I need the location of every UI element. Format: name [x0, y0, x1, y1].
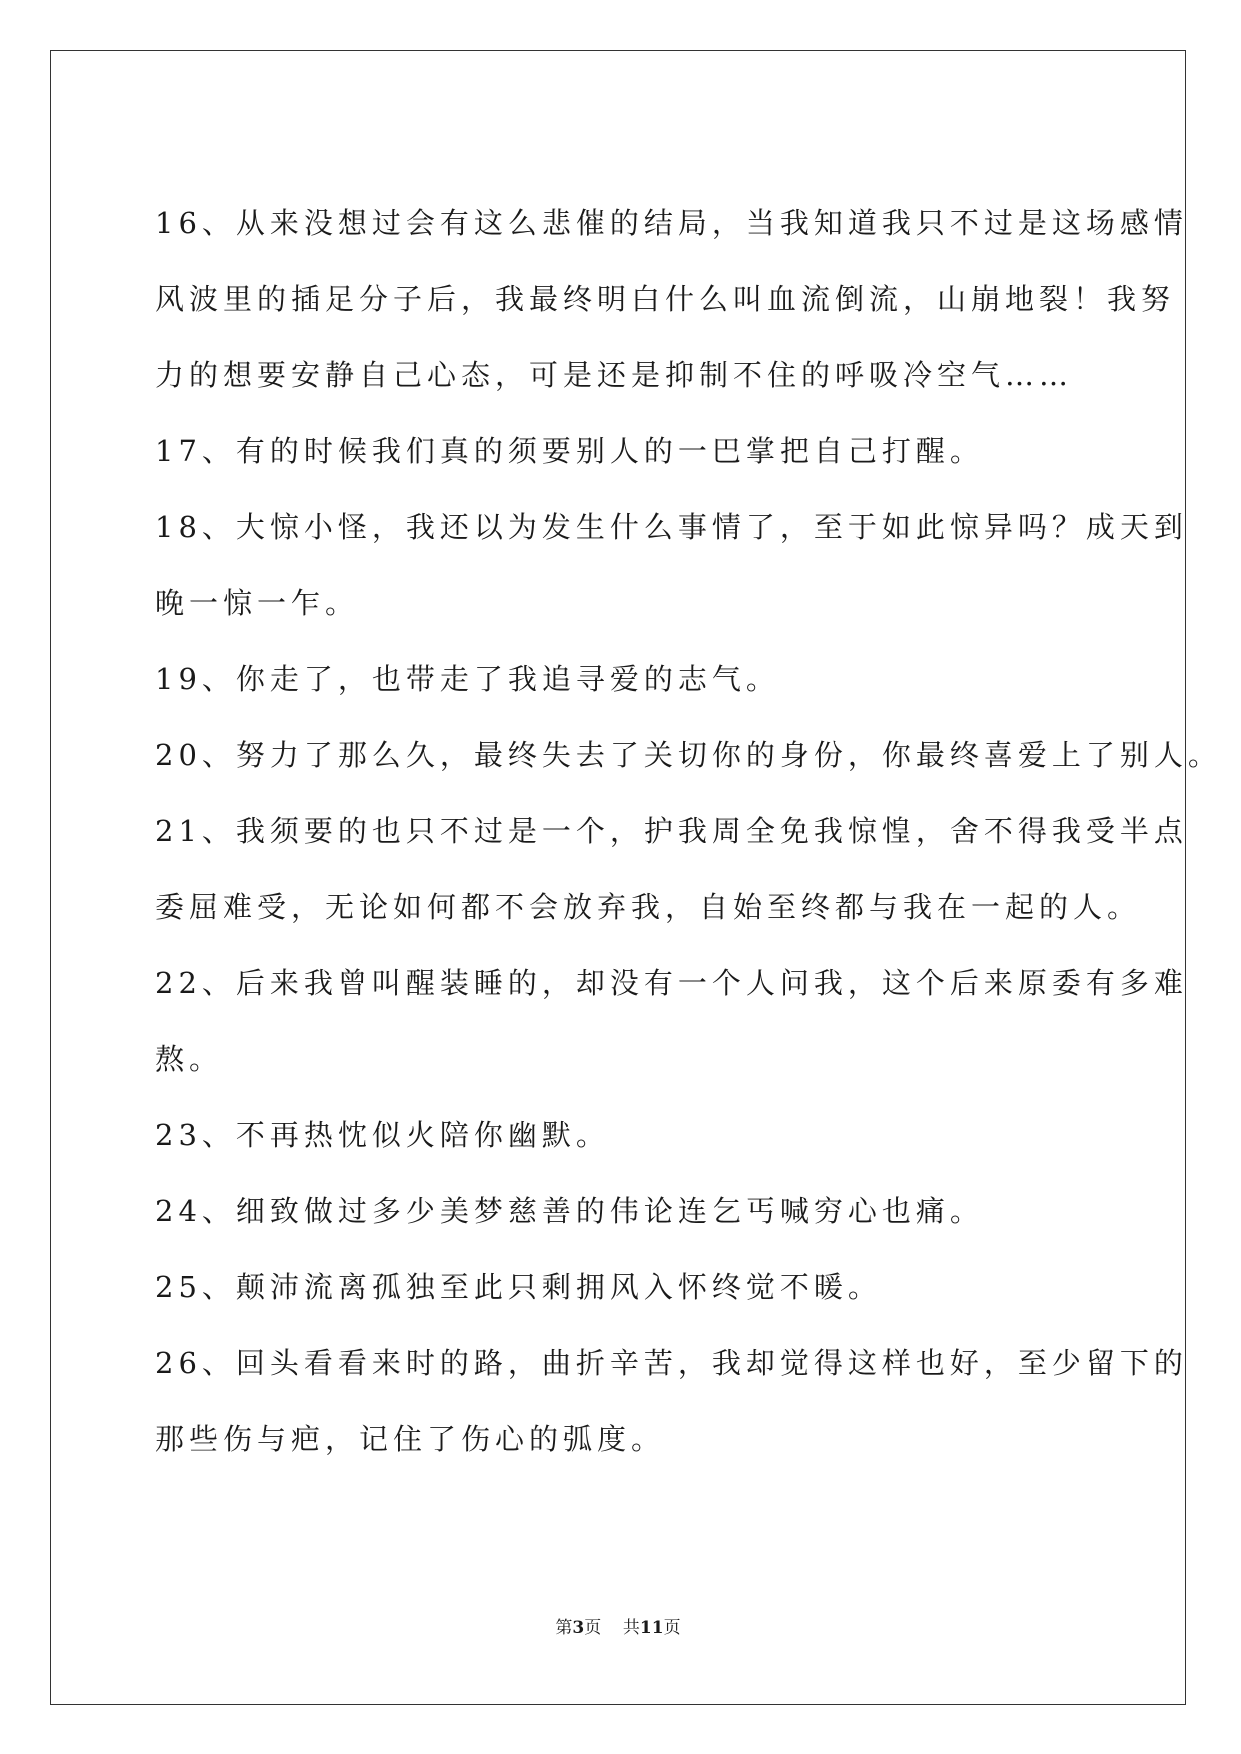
- text-line: 18、大惊小怪，我还以为发生什么事情了，至于如此惊异吗？成天到: [155, 510, 1188, 544]
- text-line: 21、我须要的也只不过是一个，护我周全免我惊惶，舍不得我受半点: [155, 814, 1188, 848]
- text-line: 22、后来我曾叫醒装睡的，却没有一个人问我，这个后来原委有多难: [155, 966, 1188, 1000]
- text-line: 19、你走了，也带走了我追寻爱的志气。: [155, 662, 780, 696]
- total-label-suffix: 页: [663, 1618, 681, 1638]
- page-label-suffix: 页: [584, 1618, 602, 1638]
- text-line: 风波里的插足分子后，我最终明白什么叫血流倒流，山崩地裂！我努: [155, 282, 1176, 316]
- text-line: 16、从来没想过会有这么悲催的结局，当我知道我只不过是这场感情: [155, 206, 1188, 240]
- text-line: 25、颠沛流离孤独至此只剩拥风入怀终觉不暖。: [155, 1270, 882, 1304]
- text-line: 23、不再热忱似火陪你幽默。: [155, 1118, 610, 1152]
- text-line: 24、细致做过多少美梦慈善的伟论连乞丐喊穷心也痛。: [155, 1194, 984, 1228]
- text-line: 20、努力了那么久，最终失去了关切你的身份，你最终喜爱上了别人。: [155, 738, 1222, 772]
- text-line: 那些伤与疤，记住了伤心的弧度。: [155, 1422, 666, 1456]
- page-total: 11: [639, 1618, 664, 1638]
- text-line: 晚一惊一乍。: [155, 586, 360, 620]
- total-label-prefix: 共: [622, 1618, 640, 1638]
- page-current: 3: [572, 1618, 585, 1638]
- text-line: 熬。: [155, 1042, 224, 1076]
- text-line: 17、有的时候我们真的须要别人的一巴掌把自己打醒。: [155, 434, 984, 468]
- text-line: 26、回头看看来时的路，曲折辛苦，我却觉得这样也好，至少留下的: [155, 1346, 1188, 1380]
- text-line: 委屈难受，无论如何都不会放弃我，自始至终都与我在一起的人。: [155, 890, 1142, 924]
- page-label-prefix: 第: [555, 1618, 573, 1638]
- page-footer: [51, 1613, 1185, 1638]
- document-page: [50, 50, 1222, 1705]
- text-line: 力的想要安静自己心态，可是还是抑制不住的呼吸冷空气……: [155, 358, 1074, 392]
